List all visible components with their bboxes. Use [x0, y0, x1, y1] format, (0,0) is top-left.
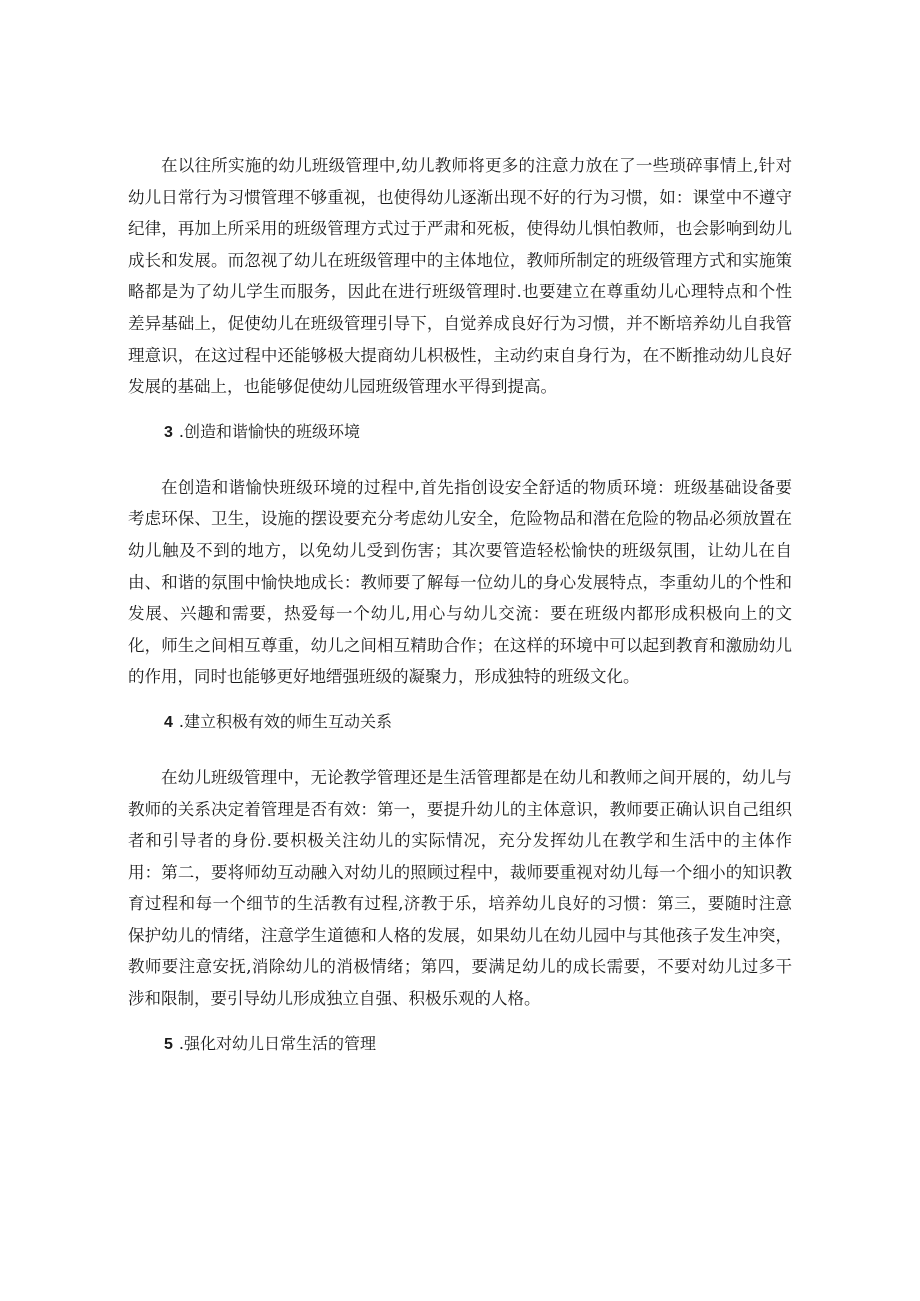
section-title: .强化对幼儿日常生活的管理 [178, 1033, 376, 1053]
section-number: 4 [164, 713, 173, 731]
section-number: 5 [164, 1035, 173, 1053]
body-paragraph: 在创造和谐愉快班级环境的过程中,首先指创设安全舒适的物质环境：班级基础设备要考虑环保、卫生，设施的摆设要充分考虑幼儿安全，危险物品和潜在危险的物品必须放置在幼儿触及不到的地方，以免幼儿受到伤害；其次要管造轻松愉快的班级氛围，让幼儿在自由、和谐的氛围中愉快地成长：教师要了解每一位幼儿的身心发展特点，李重幼儿的个性和发展、兴趣和需要，热爱每一个幼儿,用心与幼儿交流：要在班级内都形成积极向上的文化，师生之间相互尊重，幼儿之间相互精助合作；在这样的环境中可以起到教育和激励幼儿的作用，同时也能够更好地缙强班级的凝聚力，形成独特的班级文化。 [128, 477, 792, 687]
body-paragraph: 在以往所实施的幼儿班级管理中,幼儿教师将更多的注意力放在了一些琐碎事情上,针对幼儿日常行为习惯管理不够重视，也使得幼儿逐渐出现不好的行为习惯，如：课堂中不遵守纪律，再加上所采用的班级管理方式过于严肃和死板，使得幼儿惧怕教师，也会影响到幼儿成长和发展。而忽视了幼儿在班级管理中的主体地位，教师所制定的班级管理方式和实施策略都是为了幼儿学生而服务，因此在进行班级管理时.也要建立在尊重幼儿心理特点和个性差异基础上，促使幼儿在班级管理引导下，自觉养成良好行为习惯，并不断培养幼儿自我管理意识，在这过程中还能够极大提商幼儿枳极性，主动约束自身行为，在不断推动幼儿良好发展的基础上，也能够促使幼儿园班级管理水平得到提高。 [128, 156, 792, 397]
section-title: .创造和谐愉快的班级环境 [178, 421, 360, 441]
document-page [128, 150, 792, 1060]
section-heading [128, 417, 792, 448]
body-paragraph: 在幼儿班级管理中，无论教学管理还是生活管理都是在幼儿和教师之间开展的，幼儿与教师的关系决定着管理是否有效：第一，要提升幼儿的主体意识，教师要正确认识自己组织者和引导者的身份.要枳极关注幼儿的实际情况，充分发挥幼儿在教学和生活中的主体作用：第二，要将师幼互动融入对幼儿的照顾过程中，裁师要重视对幼儿每一个细小的知识教育过程和每一个细节的生活教有过程,济教于乐，培养幼儿良好的习惯：第三，要随时注意保护幼儿的情绪，注意学生道德和人格的发展，如果幼儿在幼儿园中与其他孩子发生冲突，教师要注意安抚,消除幼儿的消极情绪；第四，要满足幼儿的成长需要，不要对幼儿过多干涉和限制，要引导幼儿形成独立自强、积极乐观的人格。 [128, 767, 792, 1009]
section-title: .建立积极有效的师生互动关系 [178, 711, 392, 731]
section-heading [128, 707, 792, 738]
section-heading [128, 1029, 792, 1060]
section-number: 3 [164, 423, 173, 441]
